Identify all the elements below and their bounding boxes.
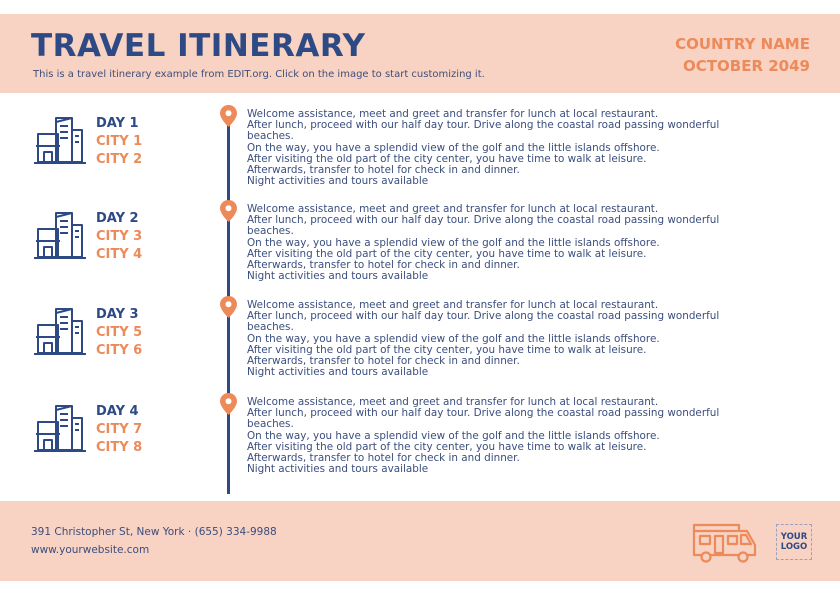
trip-meta — [675, 33, 810, 77]
day-entry — [0, 299, 840, 397]
contact-address: 391 Christopher St, New York · (655) 334-9988 — [31, 526, 277, 538]
day-description: Welcome assistance, meet and greet and transfer for lunch at local restaurant. After lunch, proceed with our half day tour. Drive along the coastal road passing wonderful beaches. On the way, you have a splendid view of the golf and the little islands offshore. After visiting the old part of the city center, you have time to walk at leisure. Afterwards, transfer to hotel for check in and dinner. Night activities and tours available — [247, 108, 720, 188]
location-pin-icon — [220, 105, 237, 127]
city-buildings-icon — [34, 307, 86, 359]
day-entry — [0, 203, 840, 301]
day-description: Welcome assistance, meet and greet and transfer for lunch at local restaurant. After lunch, proceed with our half day tour. Drive along the coastal road passing wonderful beaches. On the way, you have a splendid view of the golf and the little islands offshore. After visiting the old part of the city center, you have time to walk at leisure. Afterwards, transfer to hotel for check in and dinner. Night activities and tours available — [247, 203, 720, 283]
day-label: DAY 4 — [96, 404, 139, 419]
logo-placeholder[interactable]: YOUR LOGO — [776, 524, 812, 560]
city-label: CITY 2 — [96, 152, 143, 167]
website-link[interactable]: www.yourwebsite.com — [31, 544, 150, 556]
day-description: Welcome assistance, meet and greet and transfer for lunch at local restaurant. After lunch, proceed with our half day tour. Drive along the coastal road passing wonderful beaches. On the way, you have a splendid view of the golf and the little islands offshore. After visiting the old part of the city center, you have time to walk at leisure. Afterwards, transfer to hotel for check in and dinner. Night activities and tours available — [247, 396, 720, 476]
city-label: CITY 6 — [96, 343, 143, 358]
page-subtitle: This is a travel itinerary example from EDIT.org. Click on the image to start customizing it. — [33, 69, 485, 80]
day-label: DAY 2 — [96, 211, 139, 226]
city-buildings-icon — [34, 116, 86, 168]
location-pin-icon — [220, 393, 237, 415]
day-label: DAY 3 — [96, 307, 139, 322]
city-label: CITY 8 — [96, 440, 143, 455]
city-label: CITY 7 — [96, 422, 143, 437]
location-pin-icon — [220, 296, 237, 318]
city-buildings-icon — [34, 211, 86, 263]
day-label: DAY 1 — [96, 116, 139, 131]
city-label: CITY 3 — [96, 229, 143, 244]
city-buildings-icon — [34, 404, 86, 456]
day-entry — [0, 108, 840, 206]
footer-band — [0, 501, 840, 581]
city-label: CITY 1 — [96, 134, 143, 149]
trip-date: OCTOBER 2049 — [683, 57, 810, 75]
camper-van-icon — [691, 519, 759, 563]
city-label: CITY 5 — [96, 325, 143, 340]
location-pin-icon — [220, 200, 237, 222]
day-description: Welcome assistance, meet and greet and transfer for lunch at local restaurant. After lunch, proceed with our half day tour. Drive along the coastal road passing wonderful beaches. On the way, you have a splendid view of the golf and the little islands offshore. After visiting the old part of the city center, you have time to walk at leisure. Afterwards, transfer to hotel for check in and dinner. Night activities and tours available — [247, 299, 720, 379]
country-name: COUNTRY NAME — [675, 35, 810, 53]
city-label: CITY 4 — [96, 247, 143, 262]
day-entry — [0, 396, 840, 494]
header-band — [0, 14, 840, 93]
page-title: TRAVEL ITINERARY — [31, 28, 366, 64]
